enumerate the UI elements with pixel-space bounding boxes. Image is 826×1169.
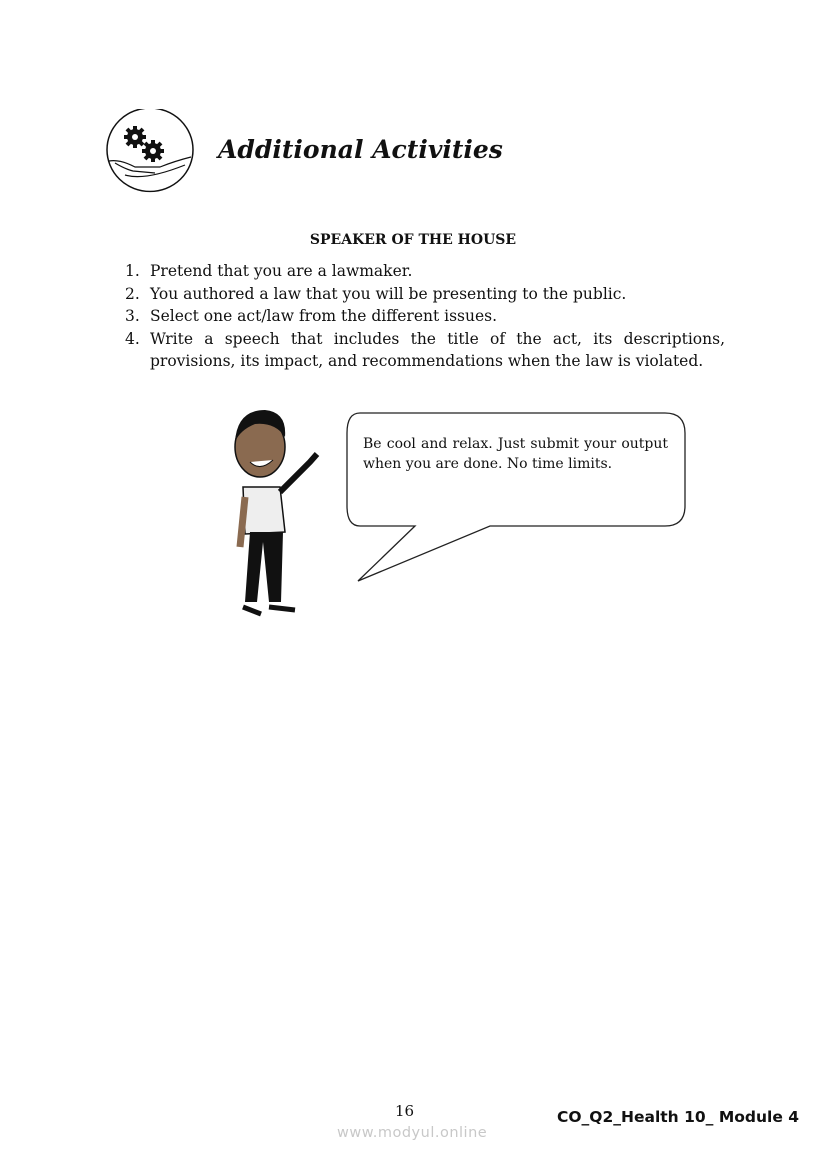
instruction-list (125, 260, 725, 373)
list-item: 1. Pretend that you are a lawmaker. (125, 262, 413, 280)
cartoon-boy-illustration (225, 402, 320, 627)
watermark: www.modyul.online (337, 1125, 488, 1141)
module-code: CO_Q2_Health 10_ Module 4 (557, 1108, 800, 1126)
list-item: 3. Select one act/law from the different issues. (125, 307, 498, 325)
activity-subtitle: SPEAKER OF THE HOUSE (309, 232, 517, 248)
list-item: 2. You authored a law that you will be presenting to the public. (125, 284, 627, 303)
section-title: Additional Activities (218, 135, 503, 164)
list-item: 4. Write a speech that includes the title of the act, its descriptions, provisions, its impact, and recommendations when the law is violated. (125, 329, 725, 370)
speech-bubble-text: Be cool and relax. Just submit your output when you are done. No time limits. (363, 436, 668, 472)
gears-in-hand-icon (105, 109, 195, 194)
page-number: 16 (395, 1102, 415, 1120)
